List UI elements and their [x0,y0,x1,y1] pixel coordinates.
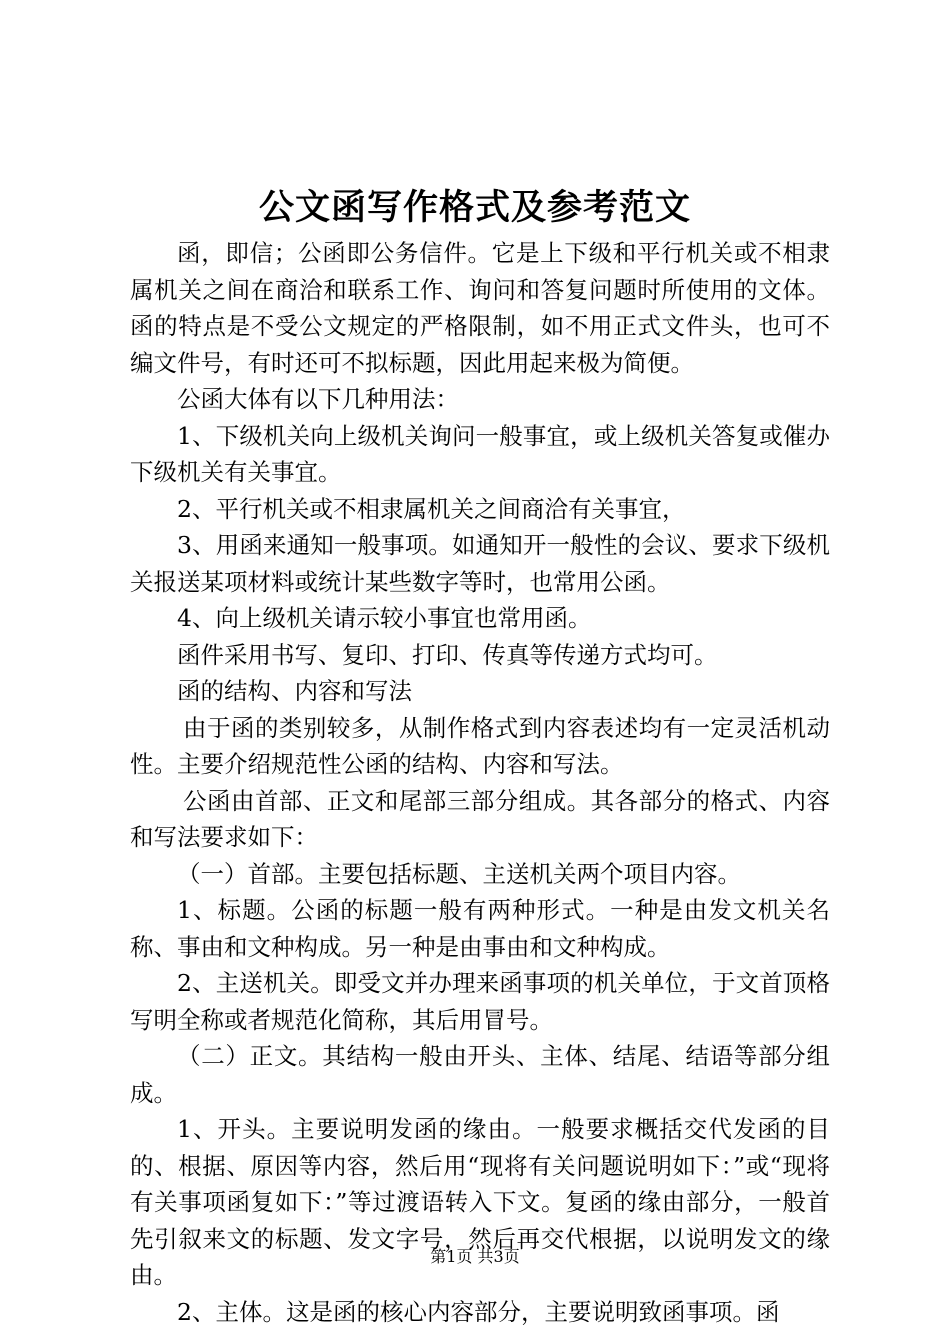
paragraph: 公函由首部、正文和尾部三部分组成。其各部分的格式、内容和写法要求如下： [130,786,830,851]
paragraph: （一）首部。主要包括标题、主送机关两个项目内容。 [177,859,741,888]
paragraph: 4、向上级机关请示较小事宜也常用函。 [177,604,592,632]
paragraph: 1、标题。公函的标题一般有两种形式。一种是由发文机关名称、事由和文种构成。另一种是由事由和文种构成。 [130,896,830,961]
paragraph: 2、平行机关或不相隶属机关之间商洽有关事宜， [177,494,686,523]
paragraph: 函，即信；公函即公务信件。它是上下级和平行机关或不相隶属机关之间在商洽和联系工作、询问和答复问题时所使用的文体。函的特点是不受公文规定的严格限制，如不用正式文件头，也可不编文件号，有时还可不拟标题，因此用起来极为简便。 [130,239,830,377]
document-body [130,235,830,1330]
paragraph: 2、主送机关。即受文并办理来函事项的机关单位，于文首顶格写明全称或者规范化简称，其后用冒号。 [130,969,830,1034]
paragraph: 由于函的类别较多，从制作格式到内容表述均有一定灵活机动性。主要介绍规范性公函的结构、内容和写法。 [130,713,830,778]
page-footer [0,1245,950,1269]
paragraph: 函的结构、内容和写法 [177,677,412,705]
paragraph: 2、主体。这是函的核心内容部分，主要说明致函事项。函 [177,1297,780,1326]
page-number: 第1页 共3页 [430,1247,520,1266]
paragraph: （二）正文。其结构一般由开头、主体、结尾、结语等部分组成。 [130,1042,830,1107]
document-title: 公文函写作格式及参考范文 [258,187,691,228]
paragraph: 1、开头。主要说明发函的缘由。一般要求概括交代发函的目的、根据、原因等内容，然后用“现将有关问题说明如下：”或“现将有关事项函复如下：”等过渡语转入下文。复函的缘由部分，一般首先引叙来文的标题、发文字号，然后再交代根据，以说明发文的缘由。 [130,1115,830,1289]
paragraph: 函件采用书写、复印、打印、传真等传递方式均可。 [177,640,718,669]
paragraph: 3、用函来通知一般事项。如通知开一般性的会议、要求下级机关报送某项材料或统计某些数字等时，也常用公函。 [130,531,830,596]
paragraph: 1、下级机关向上级机关询问一般事宜，或上级机关答复或催办下级机关有关事宜。 [130,421,830,486]
paragraph: 公函大体有以下几种用法： [177,385,459,413]
